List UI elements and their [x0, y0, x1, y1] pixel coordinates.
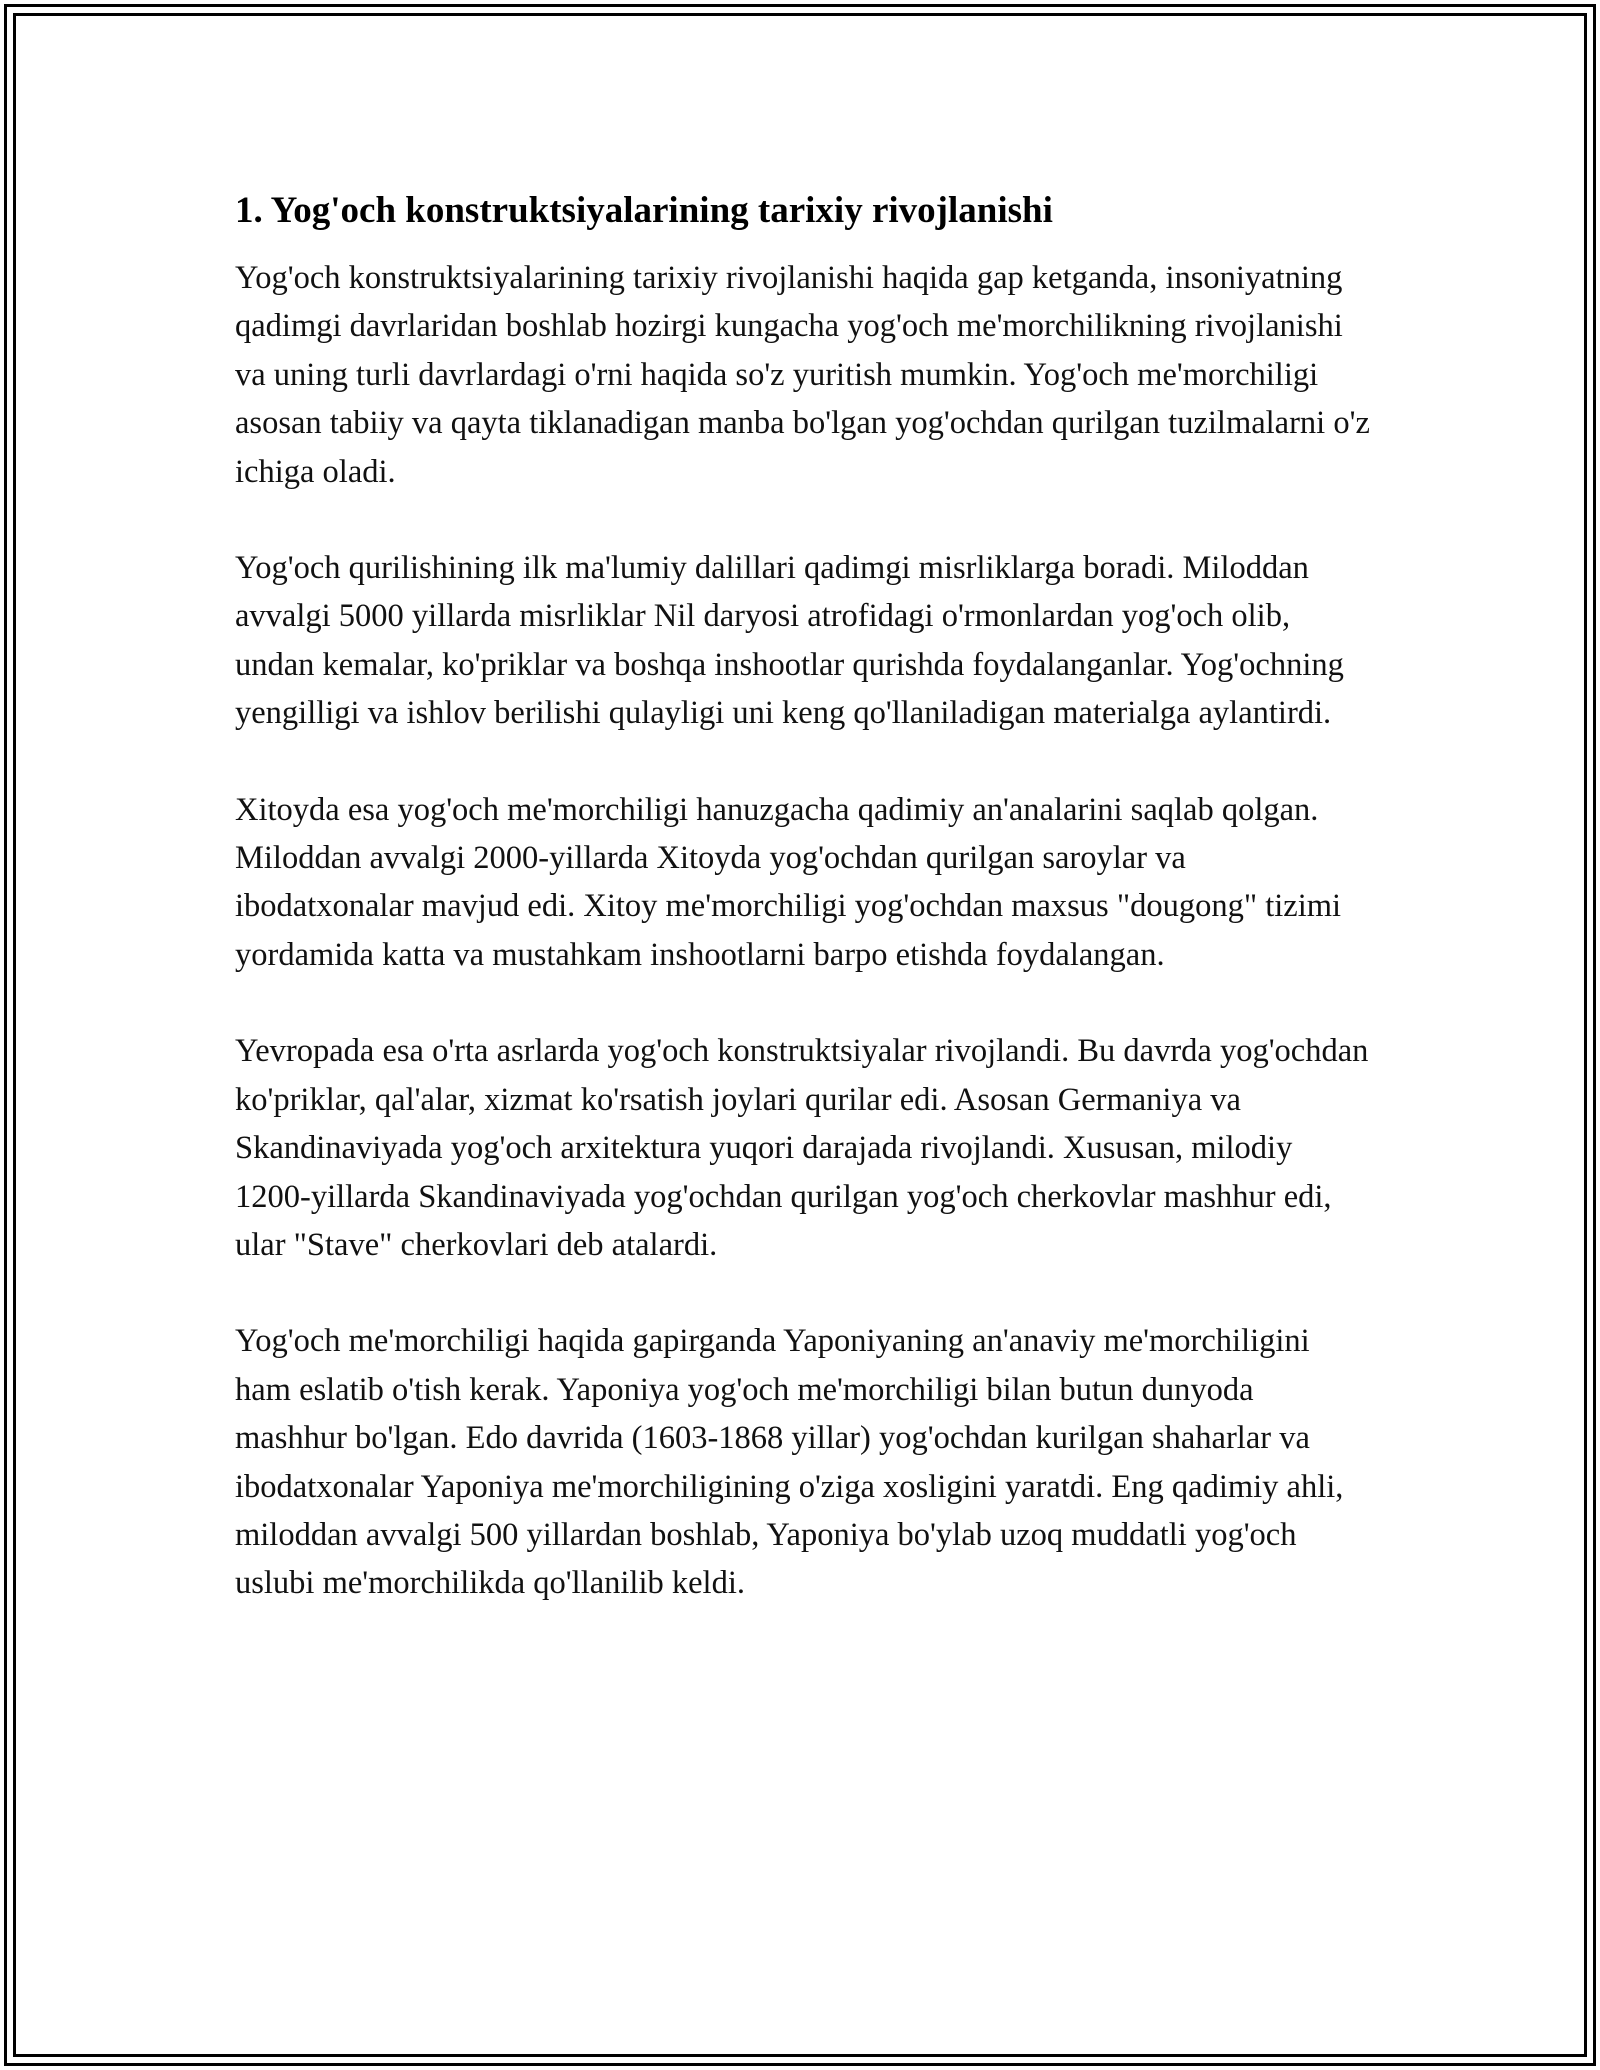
section-heading: 1. Yog'och konstruktsiyalarining tarixiy rivojlanishi — [235, 190, 1053, 231]
paragraph-list — [235, 254, 1370, 1608]
paragraph-4: Yevropada esa o'rta asrlarda yog'och konstruktsiyalar rivojlandi. Bu davrda yog'ochdan ko'priklar, qal'alar, xizmat ko'rsatish joylari qurilar edi. Asosan Germaniya va Skandinaviyada yog'och arxitektura yuqori darajada rivojlandi. Xususan, milodiy 1200-yillarda Skandinaviyada yog'ochdan qurilgan yog'och cherkovlar mashhur edi, ular "Stave" cherkovlari deb atalardi. — [235, 1033, 1369, 1263]
paragraph-5: Yog'och me'morchiligi haqida gapirganda Yaponiyaning an'anaviy me'morchiligini ham eslatib o'tish kerak. Yaponiya yog'och me'morchiligi bilan butun dunyoda mashhur bo'lgan. Edo davrida (1603-1868 yillar) yog'ochdan kurilgan shaharlar va ibodatxonalar Yaponiya me'morchiligining o'ziga xosligini yaratdi. Eng qadimiy ahli, miloddan avvalgi 500 yillardan boshlab, Yaponiya bo'ylab uzoq muddatli yog'och uslubi me'morchilikda qo'llanilib keldi. — [235, 1323, 1344, 1602]
paragraph-2: Yog'och qurilishining ilk ma'lumiy dalillari qadimgi misrliklarga boradi. Miloddan avvalgi 5000 yillarda misrliklar Nil daryosi atrofidagi o'rmonlardan yog'och olib, undan kemalar, ko'priklar va boshqa inshootlar qurishda foydalanganlar. Yog'ochning yengilligi va ishlov berilishi qulayligi uni keng qo'llaniladigan materialga aylantirdi. — [235, 550, 1344, 732]
paragraph-1: Yog'och konstruktsiyalarining tarixiy rivojlanishi haqida gap ketganda, insoniyatning qadimgi davrlaridan boshlab hozirgi kungacha yog'och me'morchilikning rivojlanishi va uning turli davrlardagi o'rni haqida so'z yuritish mumkin. Yog'och me'morchiligi asosan tabiiy va qayta tiklanadigan manba bo'lgan yog'ochdan qurilgan tuzilmalarni o'z ichiga oladi. — [235, 260, 1370, 490]
document-body — [235, 188, 1370, 1656]
paragraph-3: Xitoyda esa yog'och me'morchiligi hanuzgacha qadimiy an'analarini saqlab qolgan. Miloddan avvalgi 2000-yillarda Xitoyda yog'ochdan qurilgan saroylar va ibodatxonalar mavjud edi. Xitoy me'morchiligi yog'ochdan maxsus "dougong" tizimi yordamida katta va mustahkam inshootlarni barpo etishda foydalangan. — [235, 791, 1342, 973]
